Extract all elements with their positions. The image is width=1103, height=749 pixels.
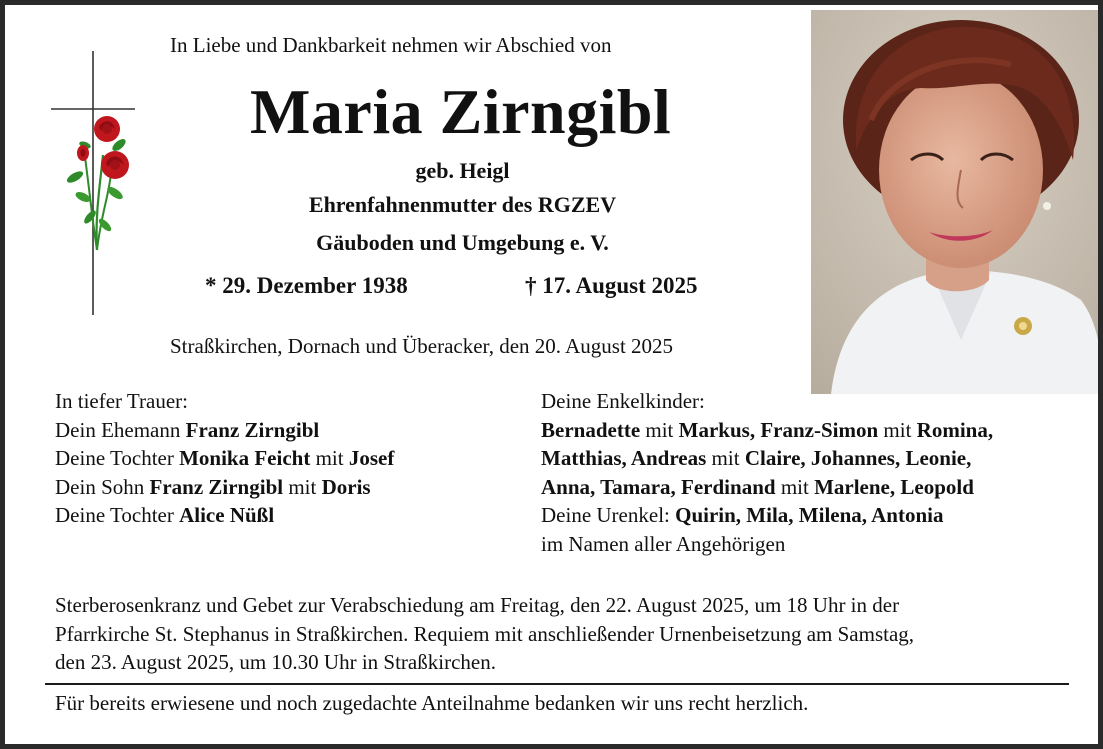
mourner-name: Alice Nüßl bbox=[179, 503, 275, 527]
maiden-name: geb. Heigl bbox=[415, 158, 510, 183]
mourners-right-heading: Deine Enkelkinder: bbox=[541, 389, 705, 413]
mourners-left-heading: In tiefer Trauer: bbox=[55, 389, 188, 413]
mourner-line bbox=[55, 501, 394, 530]
mourner-relation: im Namen aller Angehörigen bbox=[541, 531, 786, 556]
mourner-name: Matthias, Andreas bbox=[541, 446, 707, 470]
mourner-relation: mit bbox=[310, 446, 349, 470]
mourner-relation: Dein Sohn bbox=[55, 474, 150, 499]
mourner-line bbox=[55, 473, 394, 502]
place-and-date: Straßkirchen, Dornach und Überacker, den 20. August 2025 bbox=[170, 334, 674, 358]
mourners-left bbox=[55, 387, 394, 530]
mourner-relation: mit bbox=[283, 474, 322, 499]
role-line-1: Ehrenfahnenmutter des RGZEV bbox=[308, 192, 617, 217]
mourner-name: Doris bbox=[321, 474, 371, 499]
death-date: † 17. August 2025 bbox=[525, 273, 698, 298]
mourner-name: Romina, bbox=[916, 417, 994, 442]
role-line-2: Gäuboden und Umgebung e. V. bbox=[316, 230, 609, 255]
cross-with-roses-icon bbox=[45, 45, 145, 325]
mourner-relation: Dein Ehemann bbox=[55, 417, 186, 442]
deceased-name: Maria Zirngibl bbox=[250, 76, 672, 147]
ceremony-line: den 23. August 2025, um 10.30 Uhr in Straßkirchen. bbox=[55, 650, 496, 674]
mourner-line bbox=[541, 501, 993, 530]
ceremony-line: Pfarrkirche St. Stephanus in Straßkirchen. Requiem mit anschließender Urnenbeisetzung am Samstag, bbox=[55, 621, 915, 646]
mourner-name: Monika Feicht bbox=[179, 446, 311, 470]
mourner-line bbox=[55, 416, 394, 445]
intro-text: In Liebe und Dankbarkeit nehmen wir Abschied von bbox=[170, 33, 612, 57]
mourners-right-lines bbox=[541, 416, 993, 559]
mourner-line bbox=[541, 473, 993, 502]
thanks-text: Für bereits erwiesene und noch zugedachte Anteilnahme bedanken wir uns recht herzlich. bbox=[55, 691, 809, 715]
ceremony-line: Sterberosenkranz und Gebet zur Verabschiedung am Freitag, den 22. August 2025, um 18 Uhr in der bbox=[55, 593, 900, 617]
mourner-name: Marlene, Leopold bbox=[814, 474, 974, 499]
birth-date: * 29. Dezember 1938 bbox=[205, 273, 408, 298]
divider bbox=[45, 683, 1069, 685]
mourner-line bbox=[541, 444, 993, 473]
mourner-line bbox=[55, 444, 394, 473]
mourner-relation: mit bbox=[706, 446, 745, 470]
mourner-line bbox=[541, 416, 993, 445]
mourner-name: Josef bbox=[348, 446, 395, 470]
mourner-name: Quirin, Mila, Milena, Antonia bbox=[675, 503, 944, 527]
mourner-line bbox=[541, 530, 993, 559]
mourner-name: Franz Zirngibl bbox=[185, 417, 320, 442]
mourners-left-lines bbox=[55, 416, 394, 530]
mourner-relation: Deine Urenkel: bbox=[541, 503, 676, 527]
mourner-name: Markus, Franz-Simon bbox=[678, 417, 879, 442]
mourner-relation: mit bbox=[878, 417, 917, 442]
ceremony-text bbox=[55, 591, 1065, 677]
mourner-name: Claire, Johannes, Leonie, bbox=[744, 446, 972, 470]
portrait-photo bbox=[811, 10, 1103, 394]
mourner-relation: mit bbox=[640, 417, 679, 442]
mourner-name: Anna, Tamara, Ferdinand bbox=[541, 474, 776, 499]
mourner-name: Franz Zirngibl bbox=[149, 474, 284, 499]
mourner-name: Bernadette bbox=[541, 417, 641, 442]
mourner-relation: mit bbox=[775, 474, 815, 499]
mourner-relation: Deine Tochter bbox=[55, 503, 180, 527]
mourner-relation: Deine Tochter bbox=[55, 446, 180, 470]
mourners-right bbox=[541, 387, 993, 558]
